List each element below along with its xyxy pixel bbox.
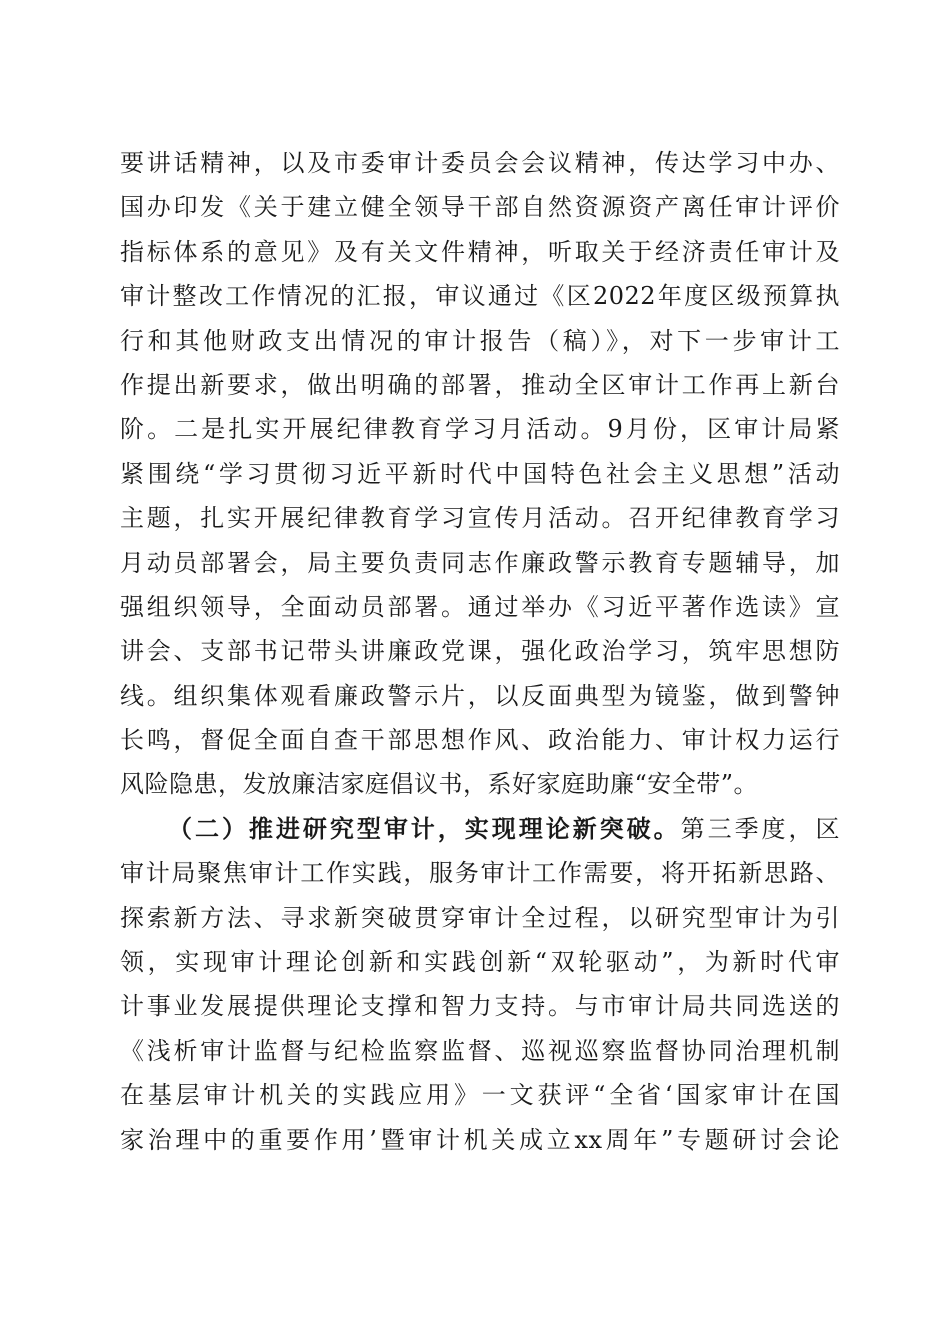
text-line: 阶。二是扎实开展纪律教育学习月活动。9月份，区审计局紧: [120, 415, 840, 444]
text-line: 讲会、支部书记带头讲廉政党课，强化政治学习，筑牢思想防: [120, 637, 840, 666]
text-line: 探索新方法、寻求新突破贯穿审计全过程，以研究型审计为引: [120, 903, 840, 932]
text-line: 紧围绕“学习贯彻习近平新时代中国特色社会主义思想”活动: [120, 459, 840, 488]
text-line: 在基层审计机关的实践应用》一文获评“全省‘国家审计在国: [120, 1081, 840, 1110]
text-line: 指标体系的意见》及有关文件精神，听取关于经济责任审计及: [120, 237, 840, 266]
text-line: 月动员部署会，局主要负责同志作廉政警示教育专题辅导，加: [120, 548, 840, 577]
body-text: [120, 141, 840, 1162]
text-line: 作提出新要求，做出明确的部署，推动全区审计工作再上新台: [120, 370, 840, 399]
text-line: 风险隐患，发放廉洁家庭倡议书，系好家庭助廉“安全带”。: [120, 770, 759, 799]
text-line: 审计整改工作情况的汇报，审议通过《区2022年度区级预算执: [120, 282, 840, 311]
text-line: 要讲话精神，以及市委审计委员会会议精神，传达学习中办、: [120, 149, 840, 177]
section-heading-rest: 第三季度，区: [680, 814, 841, 843]
text-line: 计事业发展提供理论支撑和智力支持。与市审计局共同选送的: [120, 992, 840, 1021]
text-line: 《浅析审计监督与纪检监察监督、巡视巡察监督协同治理机制: [120, 1036, 840, 1065]
text-line: 线。组织集体观看廉政警示片，以反面典型为镜鉴，做到警钟: [120, 681, 840, 710]
text-line: 长鸣，督促全面自查干部思想作风、政治能力、审计权力运行: [120, 726, 840, 755]
text-line: 领，实现审计理论创新和实践创新“双轮驱动”，为新时代审: [120, 948, 840, 977]
text-line: 主题，扎实开展纪律教育学习宣传月活动。召开纪律教育学习: [120, 504, 840, 533]
text-line: 审计局聚焦审计工作实践，服务审计工作需要，将开拓新思路、: [120, 859, 840, 888]
text-line: 家治理中的重要作用’暨审计机关成立xx周年”专题研讨会论: [120, 1125, 840, 1154]
text-line: 强组织领导，全面动员部署。通过举办《习近平著作选读》宣: [120, 592, 840, 621]
section-heading-line: [120, 807, 840, 851]
text-line: 行和其他财政支出情况的审计报告（稿）》，对下一步审计工: [120, 326, 840, 355]
text-line: 国办印发《关于建立健全领导干部自然资源资产离任审计评价: [120, 193, 840, 222]
section-heading: （二）推进研究型审计，实现理论新突破。: [168, 813, 681, 843]
